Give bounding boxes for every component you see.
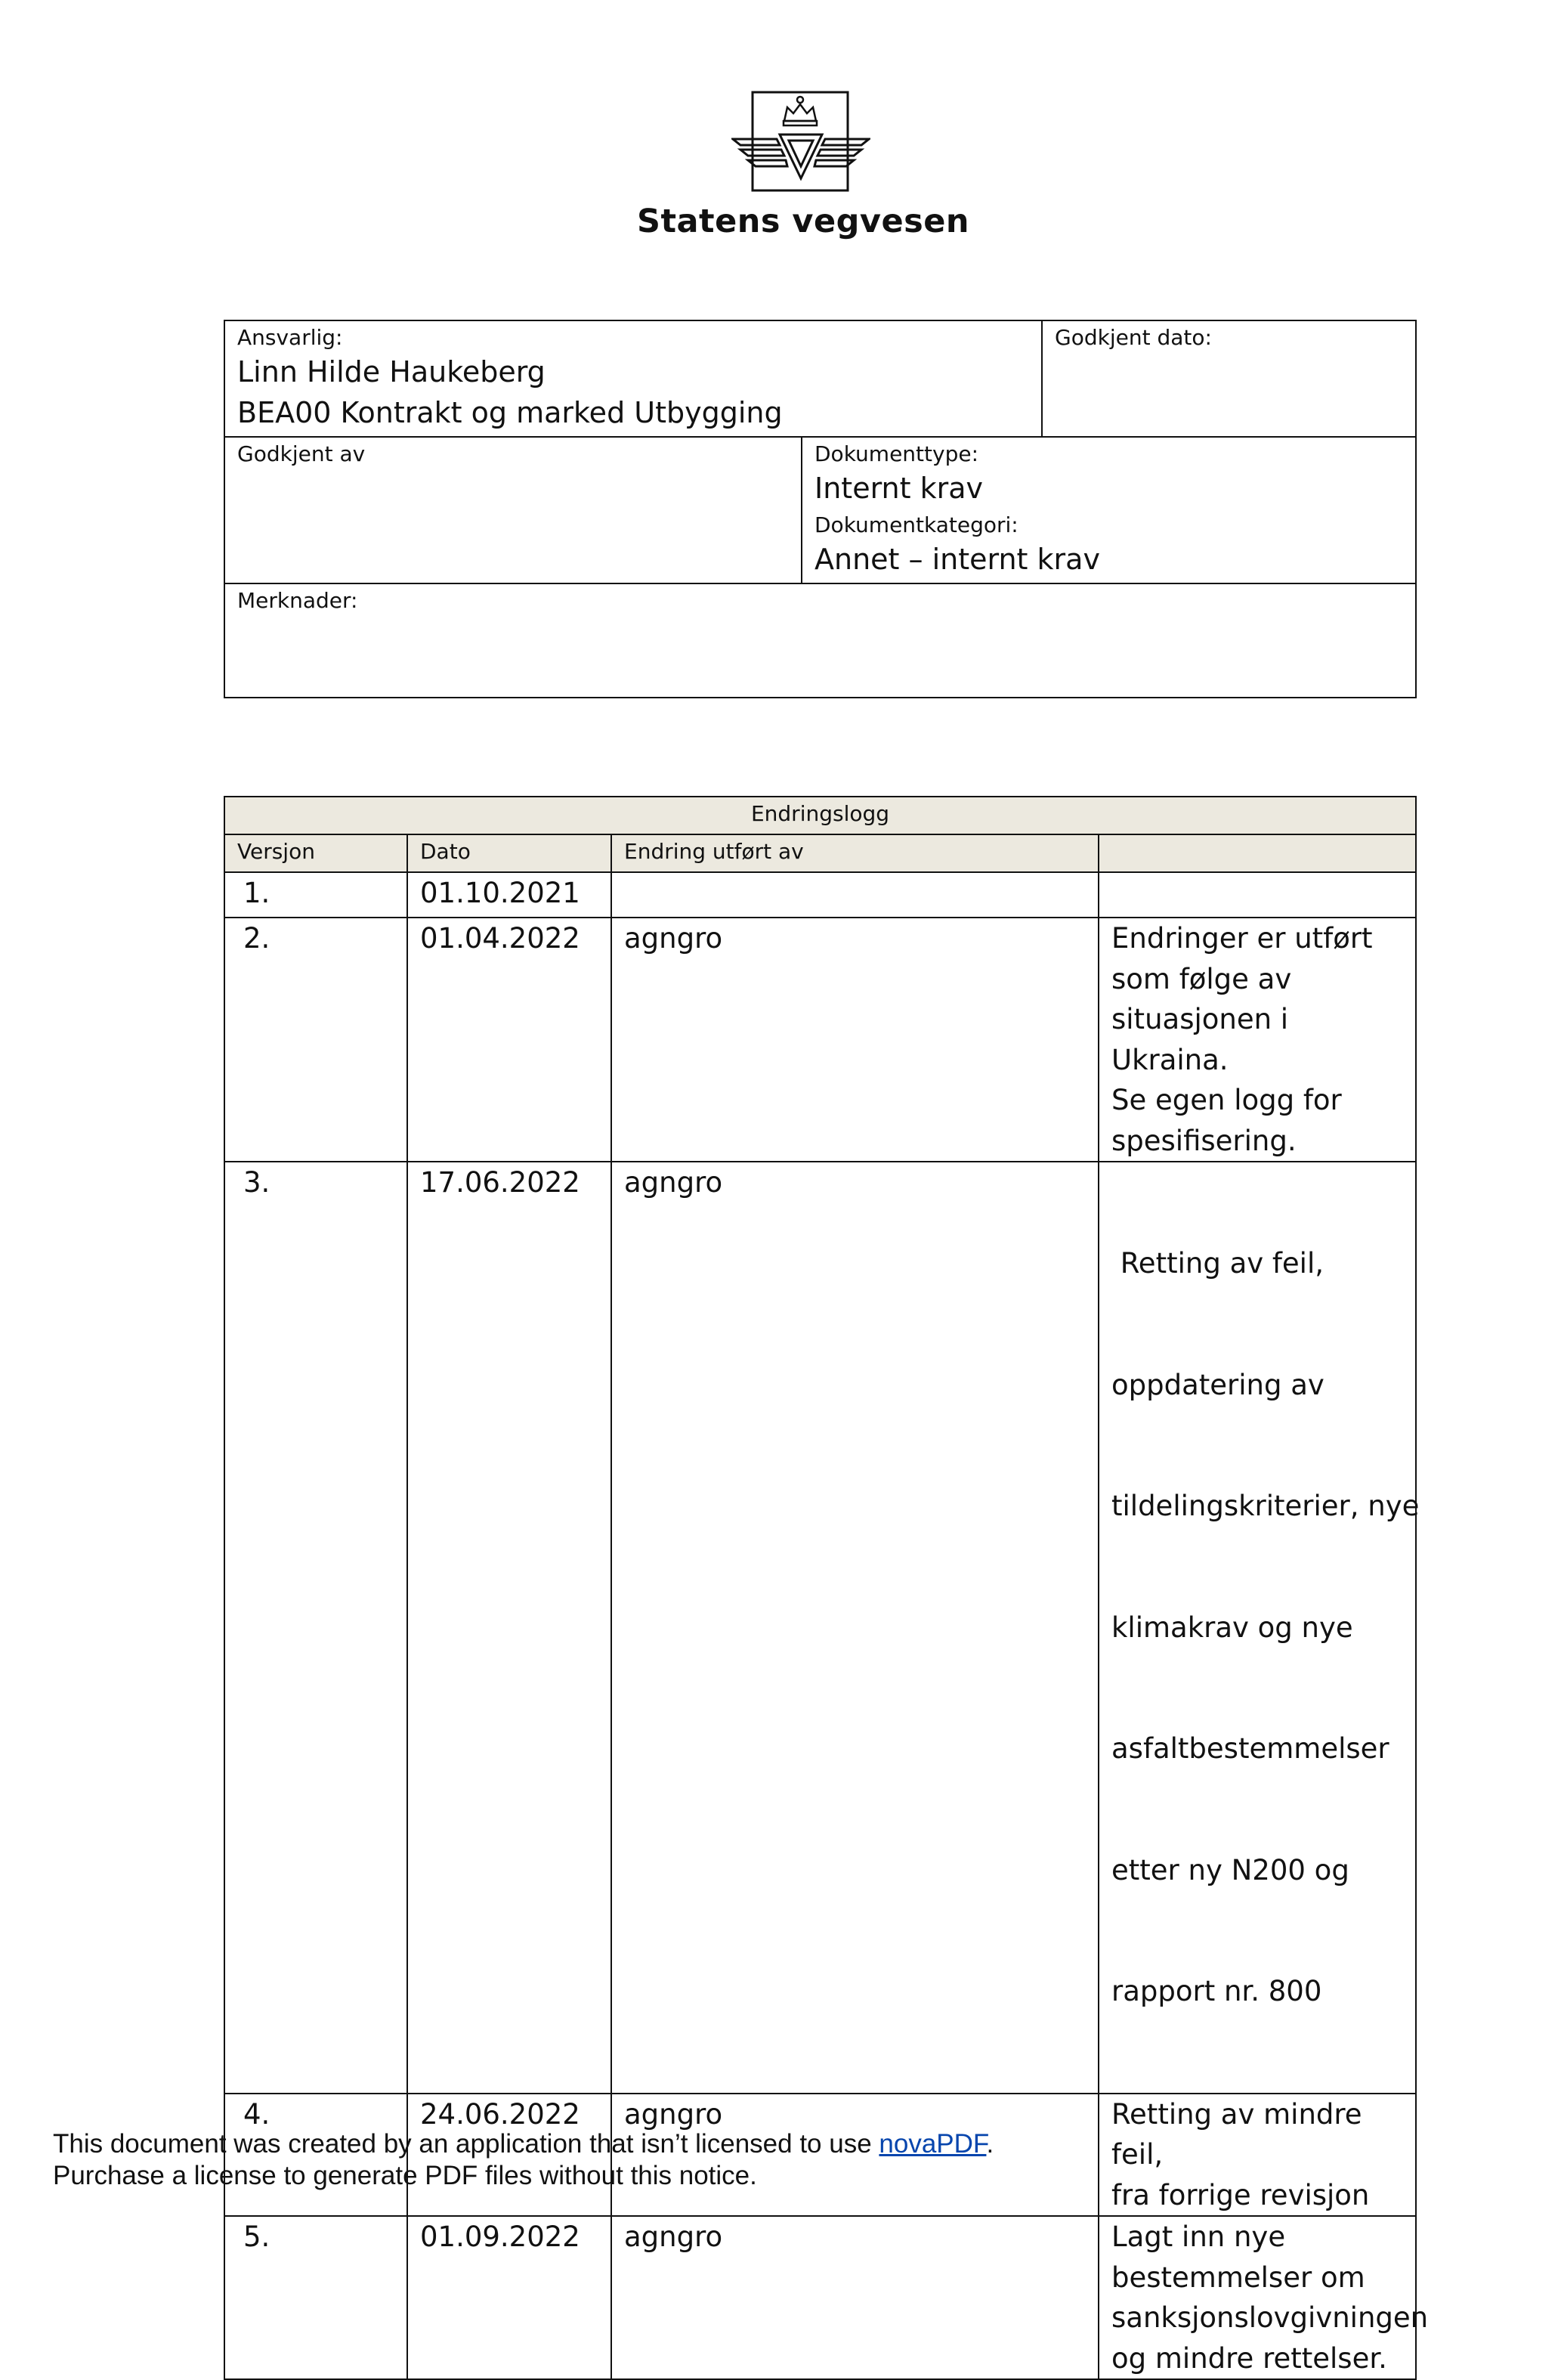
brand-name: Statens vegvesen (637, 203, 969, 240)
beskrivelse-line: sanksjonslovgivningen (1111, 2301, 1429, 2334)
versjon-cell: 5. (224, 2216, 407, 2379)
dokumenttype-value: Internt krav (815, 472, 983, 505)
license-notice (53, 2128, 994, 2192)
utfort-av-cell: agngro (611, 918, 1099, 1162)
beskrivelse-line: etter ny N200 og (1111, 1853, 1349, 1886)
beskrivelse-line: Lagt inn nye (1111, 2221, 1286, 2253)
notice-line-1-suffix: . (986, 2129, 994, 2159)
notice-line-2: Purchase a license to generate PDF files without this notice. (53, 2161, 757, 2190)
beskrivelse-line: klimakrav og nye (1111, 1611, 1353, 1644)
beskrivelse-line: Se egen logg for (1111, 1084, 1342, 1116)
godkjent-av-cell (224, 437, 802, 583)
beskrivelse-cell (1099, 1162, 1420, 2094)
beskrivelse-line: rapport nr. 800 (1111, 1975, 1322, 2007)
header-endring-utfort-av: Endring utført av (611, 834, 1099, 872)
godkjent-dato-label: Godkjent dato: (1055, 325, 1212, 350)
dokumenttype-cell (802, 437, 1416, 583)
table-row (224, 1162, 1416, 2094)
dokumentkategori-label: Dokumentkategori: (815, 512, 1019, 537)
notice-line-1 (53, 2128, 994, 2160)
beskrivelse-line: bestemmelser om (1111, 2261, 1365, 2294)
endringslogg-title: Endringslogg (224, 797, 1416, 834)
beskrivelse-line: fra forrige revisjon (1111, 2178, 1370, 2211)
ansvarlig-cell (224, 320, 1042, 437)
statens-vegvesen-logo (731, 89, 870, 193)
versjon-cell: 1. (224, 872, 407, 918)
dato-cell: 17.06.2022 (407, 1162, 611, 2094)
table-row (224, 872, 1416, 918)
beskrivelse-line: Retting av feil, (1111, 1247, 1325, 1280)
beskrivelse-line: Endringer er utført (1111, 922, 1373, 955)
utfort-av-cell: agngro (611, 2216, 1099, 2379)
utfort-av-cell (611, 872, 1099, 918)
utfort-av-cell: agngro (611, 2094, 1099, 2217)
merknader-label: Merknader: (237, 588, 358, 613)
dokumentkategori-value: Annet – internt krav (815, 543, 1100, 576)
ansvarlig-label: Ansvarlig: (237, 325, 343, 350)
dato-cell: 24.06.2022 (407, 2094, 611, 2217)
beskrivelse-line: spesifisering. (1111, 1124, 1297, 1157)
ansvarlig-unit: BEA00 Kontrakt og marked Utbygging (237, 396, 783, 429)
dokumenttype-label: Dokumenttype: (815, 441, 978, 466)
versjon-cell: 3. (224, 1162, 407, 2094)
dato-cell: 01.09.2022 (407, 2216, 611, 2379)
beskrivelse-line: som følge av (1111, 962, 1292, 995)
novapdf-link[interactable]: novaPDF (879, 2129, 987, 2159)
beskrivelse-cell (1099, 2216, 1429, 2379)
beskrivelse-line: asfaltbestemmelser (1111, 1732, 1389, 1765)
table-row (224, 918, 1416, 1162)
header-beskrivelse (1099, 834, 1416, 872)
versjon-cell: 2. (224, 918, 407, 1162)
header-dato: Dato (407, 834, 611, 872)
header-versjon: Versjon (224, 834, 407, 872)
document-meta-table (224, 320, 1417, 698)
table-row (224, 2216, 1416, 2379)
beskrivelse-line: og mindre rettelser. (1111, 2341, 1387, 2375)
beskrivelse-cell (1099, 872, 1416, 918)
beskrivelse-line: tildelingskriterier, nye (1111, 1490, 1420, 1522)
beskrivelse-cell (1099, 918, 1416, 1162)
beskrivelse-cell (1099, 2094, 1416, 2217)
beskrivelse-line: Retting av mindre feil, (1111, 2097, 1362, 2171)
beskrivelse-line: oppdatering av (1111, 1368, 1325, 1401)
dato-cell: 01.04.2022 (407, 918, 611, 1162)
notice-line-1-prefix: This document was created by an application that isn’t licensed to use (53, 2129, 879, 2159)
dato-cell: 01.10.2021 (407, 872, 611, 918)
ansvarlig-name: Linn Hilde Haukeberg (237, 355, 546, 388)
beskrivelse-line: situasjonen i Ukraina. (1111, 1003, 1289, 1076)
versjon-cell: 4. (224, 2094, 407, 2217)
utfort-av-cell: agngro (611, 1162, 1099, 2094)
godkjent-av-label: Godkjent av (237, 441, 366, 466)
godkjent-dato-cell (1042, 320, 1416, 437)
merknader-cell (224, 583, 1416, 698)
